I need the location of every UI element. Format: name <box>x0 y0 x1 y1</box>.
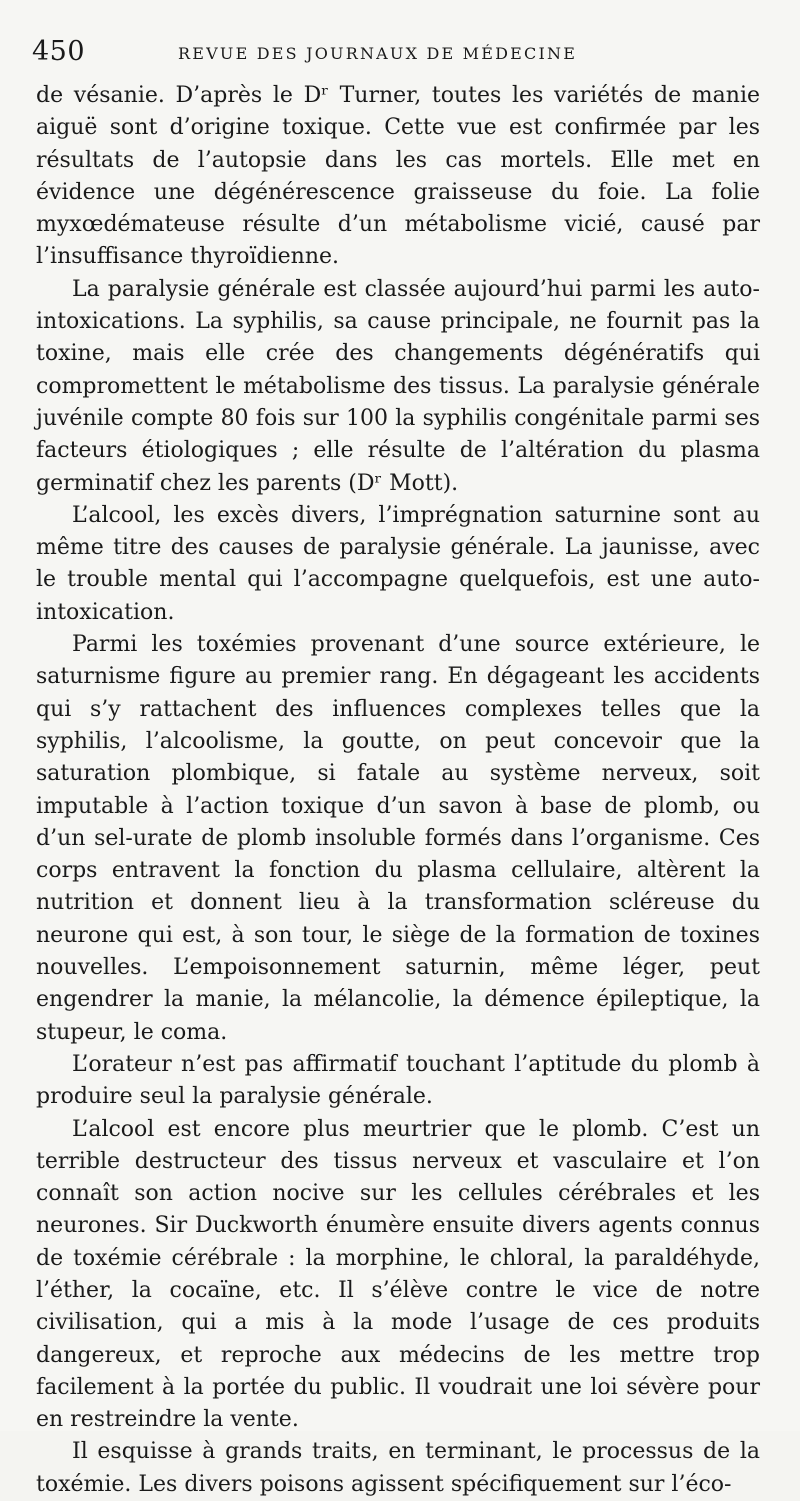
article-body <box>36 80 760 1501</box>
paragraph: Parmi les toxémies provenant d’une source extérieure, le saturnisme figure au premier rang. En dégageant les accidents qui s’y rattachent des influences complexes telles que la syphilis, l’alcoolisme, la goutte, on peut concevoir que la saturation plombique, si fatale au système nerveux, soit imputable à l’action toxique d’un savon à base de plomb, ou d’un sel-urate de plomb insoluble formés dans l’organisme. Ces corps entravent la fonction du plasma cellulaire, altèrent la nutrition et donnent lieu à la transformation scléreuse du neurone qui est, à son tour, le siège de la formation de toxines nouvelles. L’empoisonnement saturnin, même léger, peut engendrer la manie, la mélancolie, la démence épileptique, la stupeur, le coma. <box>36 632 760 1045</box>
paragraph: Il esquisse à grands traits, en terminant, le processus de la toxémie. Les divers poisons agissent spécifiquement sur l’éco- <box>36 1439 760 1497</box>
paragraph: La paralysie générale est classée aujourd’hui parmi les auto-intoxications. La syphilis, sa cause principale, ne fournit pas la toxine, mais elle crée des changements dégénératifs qui compromettent le métabolisme des tissus. La paralysie générale juvénile compte 80 fois sur 100 la syphilis congénitale parmi ses facteurs étiologiques ; elle résulte de l’altération du plasma germinatif chez les parents (Dʳ Mott). <box>36 276 760 496</box>
page-header <box>32 36 760 76</box>
paragraph: L’orateur n’est pas affirmatif touchant l’aptitude du plomb à produire seul la paralysie générale. <box>36 1051 760 1110</box>
paragraph: L’alcool est encore plus meurtrier que le plomb. C’est un terrible destructeur des tissus nerveux et vasculaire et l’on connaît son action nocive sur les cellules cérébrales et les neurones. Sir Duckworth énumère ensuite divers agents connus de toxémie cérébrale : la morphine, le chloral, la paraldéhyde, l’éther, la cocaïne, etc. Il s’élève contre le vice de notre civilisation, qui a mis à la mode l’usage de ces produits dangereux, et reproche aux médecins de les mettre trop facilement à la portée du public. Il voudrait une loi sévère pour en restreindre la vente. <box>36 1116 760 1433</box>
running-title: REVUE DES JOURNAUX DE MÉDECINE <box>178 44 578 63</box>
paragraph: de vésanie. D’après le Dʳ Turner, toutes les variétés de manie aiguë sont d’origine toxique. Cette vue est confirmée par les résultats de l’autopsie dans les cas mortels. Elle met en évidence une dégénérescence graisseuse du foie. La folie myxœdémateuse résulte d’un métabolisme vicié, causé par l’insuffisance thyroïdienne. <box>36 83 760 270</box>
page-number: 450 <box>32 36 86 67</box>
paragraph: L’alcool, les excès divers, l’imprégnation saturnine sont au même titre des causes de paralysie générale. La jaunisse, avec le trouble mental qui l’accompagne quelquefois, est une auto-intoxication. <box>36 502 760 625</box>
